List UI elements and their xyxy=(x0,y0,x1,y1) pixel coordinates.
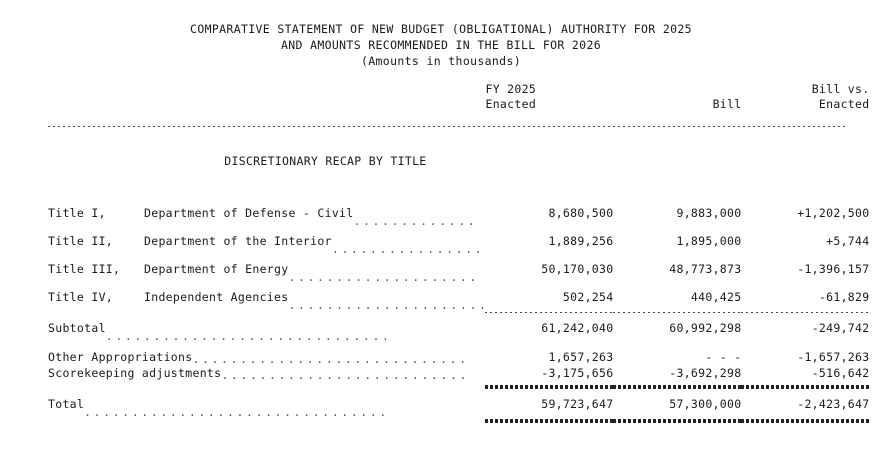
row-title-number: Title I, xyxy=(48,206,106,220)
total-row xyxy=(48,393,869,415)
row-label: Independent Agencies xyxy=(144,290,289,304)
leader-dots xyxy=(84,401,384,417)
cell-diff: -516,642 xyxy=(811,366,870,380)
document-title-line-2: AND AMOUNTS RECOMMENDED IN THE BILL FOR 2026 xyxy=(280,38,602,52)
row-label: Other Appropriations xyxy=(48,350,193,364)
total-bottom-rule-enacted xyxy=(485,419,613,423)
row-title-number: Title III, xyxy=(48,262,121,276)
header-spacer-label xyxy=(48,82,485,97)
leader-dots xyxy=(288,294,485,310)
cell-enacted: 502,254 xyxy=(562,290,614,304)
leader-dots xyxy=(106,325,386,341)
cell-diff: +5,744 xyxy=(826,234,870,248)
total-enacted: 59,723,647 xyxy=(541,397,614,411)
subtotal-row xyxy=(48,317,869,339)
cell-bill: - - - xyxy=(705,350,742,364)
leader-dots xyxy=(353,210,480,226)
leader-dots xyxy=(192,351,464,367)
row-label-cell xyxy=(48,286,485,308)
cell-bill: 48,773,873 xyxy=(669,262,742,276)
document-title-line-1: COMPARATIVE STATEMENT OF NEW BUDGET (OBLIGATIONAL) AUTHORITY FOR 2025 xyxy=(190,22,692,36)
table-row xyxy=(48,286,869,308)
subtotal-label: Subtotal xyxy=(48,321,106,335)
cell-bill: 440,425 xyxy=(690,290,742,304)
subtotal-bill: 60,992,298 xyxy=(669,321,742,335)
row-label: Scorekeeping adjustments xyxy=(48,366,222,380)
row-label-cell xyxy=(48,202,485,224)
row-label-cell xyxy=(48,230,485,252)
spacer-under-rule xyxy=(48,112,869,128)
total-bottom-rule-diff xyxy=(741,419,869,423)
document-title xyxy=(0,0,882,69)
leader-dots xyxy=(288,266,478,282)
header-enacted-line1: FY 2025 xyxy=(485,82,537,96)
section-heading-row xyxy=(48,128,869,194)
total-label: Total xyxy=(48,397,85,411)
cell-diff: -1,396,157 xyxy=(797,262,870,276)
header-diff-line2: Enacted xyxy=(818,97,870,111)
total-bill: 57,300,000 xyxy=(669,397,742,411)
budget-comparison-table xyxy=(48,82,869,423)
subtotal-enacted: 61,242,040 xyxy=(541,321,614,335)
header-diff-line1: Bill vs. xyxy=(811,82,870,96)
row-label: Department of Energy xyxy=(144,262,289,276)
leader-dots xyxy=(221,367,464,383)
table-row xyxy=(48,365,869,381)
table-row xyxy=(48,349,869,365)
cell-bill: 9,883,000 xyxy=(676,206,742,220)
column-header-row-2 xyxy=(48,97,869,112)
total-diff: -2,423,647 xyxy=(797,397,870,411)
document-title-line-3: (Amounts in thousands) xyxy=(360,54,522,68)
row-label: Department of the Interior xyxy=(144,234,332,248)
section-heading-text: DISCRETIONARY RECAP BY TITLE xyxy=(224,154,427,168)
cell-enacted: 50,170,030 xyxy=(541,262,614,276)
row-label: Department of Defense - Civil xyxy=(144,206,354,220)
row-label-cell xyxy=(48,365,485,381)
cell-enacted: -3,175,656 xyxy=(541,366,614,380)
header-enacted-line2: Enacted xyxy=(485,97,537,111)
total-bottom-rule-bill xyxy=(613,419,741,423)
cell-enacted: 8,680,500 xyxy=(548,206,614,220)
total-label-cell xyxy=(48,393,485,415)
table-row xyxy=(48,202,869,224)
cell-bill: 1,895,000 xyxy=(676,234,742,248)
cell-enacted: 1,657,263 xyxy=(548,350,614,364)
cell-diff: +1,202,500 xyxy=(797,206,870,220)
header-bill-line2: Bill xyxy=(712,97,742,111)
cell-diff: -61,829 xyxy=(818,290,870,304)
row-label-cell xyxy=(48,258,485,280)
subtotal-label-cell xyxy=(48,317,485,339)
subtotal-diff: -249,742 xyxy=(811,321,870,335)
column-header-row-1 xyxy=(48,82,869,97)
header-bill-line1 xyxy=(613,82,741,97)
leader-dots xyxy=(332,238,480,254)
row-label-cell xyxy=(48,349,485,365)
table-row xyxy=(48,258,869,280)
cell-diff: -1,657,263 xyxy=(797,350,870,364)
row-title-number: Title IV, xyxy=(48,290,114,304)
row-title-number: Title II, xyxy=(48,234,114,248)
cell-enacted: 1,889,256 xyxy=(548,234,614,248)
table-row xyxy=(48,230,869,252)
cell-bill: -3,692,298 xyxy=(669,366,742,380)
total-bottom-rule-row xyxy=(48,419,869,423)
